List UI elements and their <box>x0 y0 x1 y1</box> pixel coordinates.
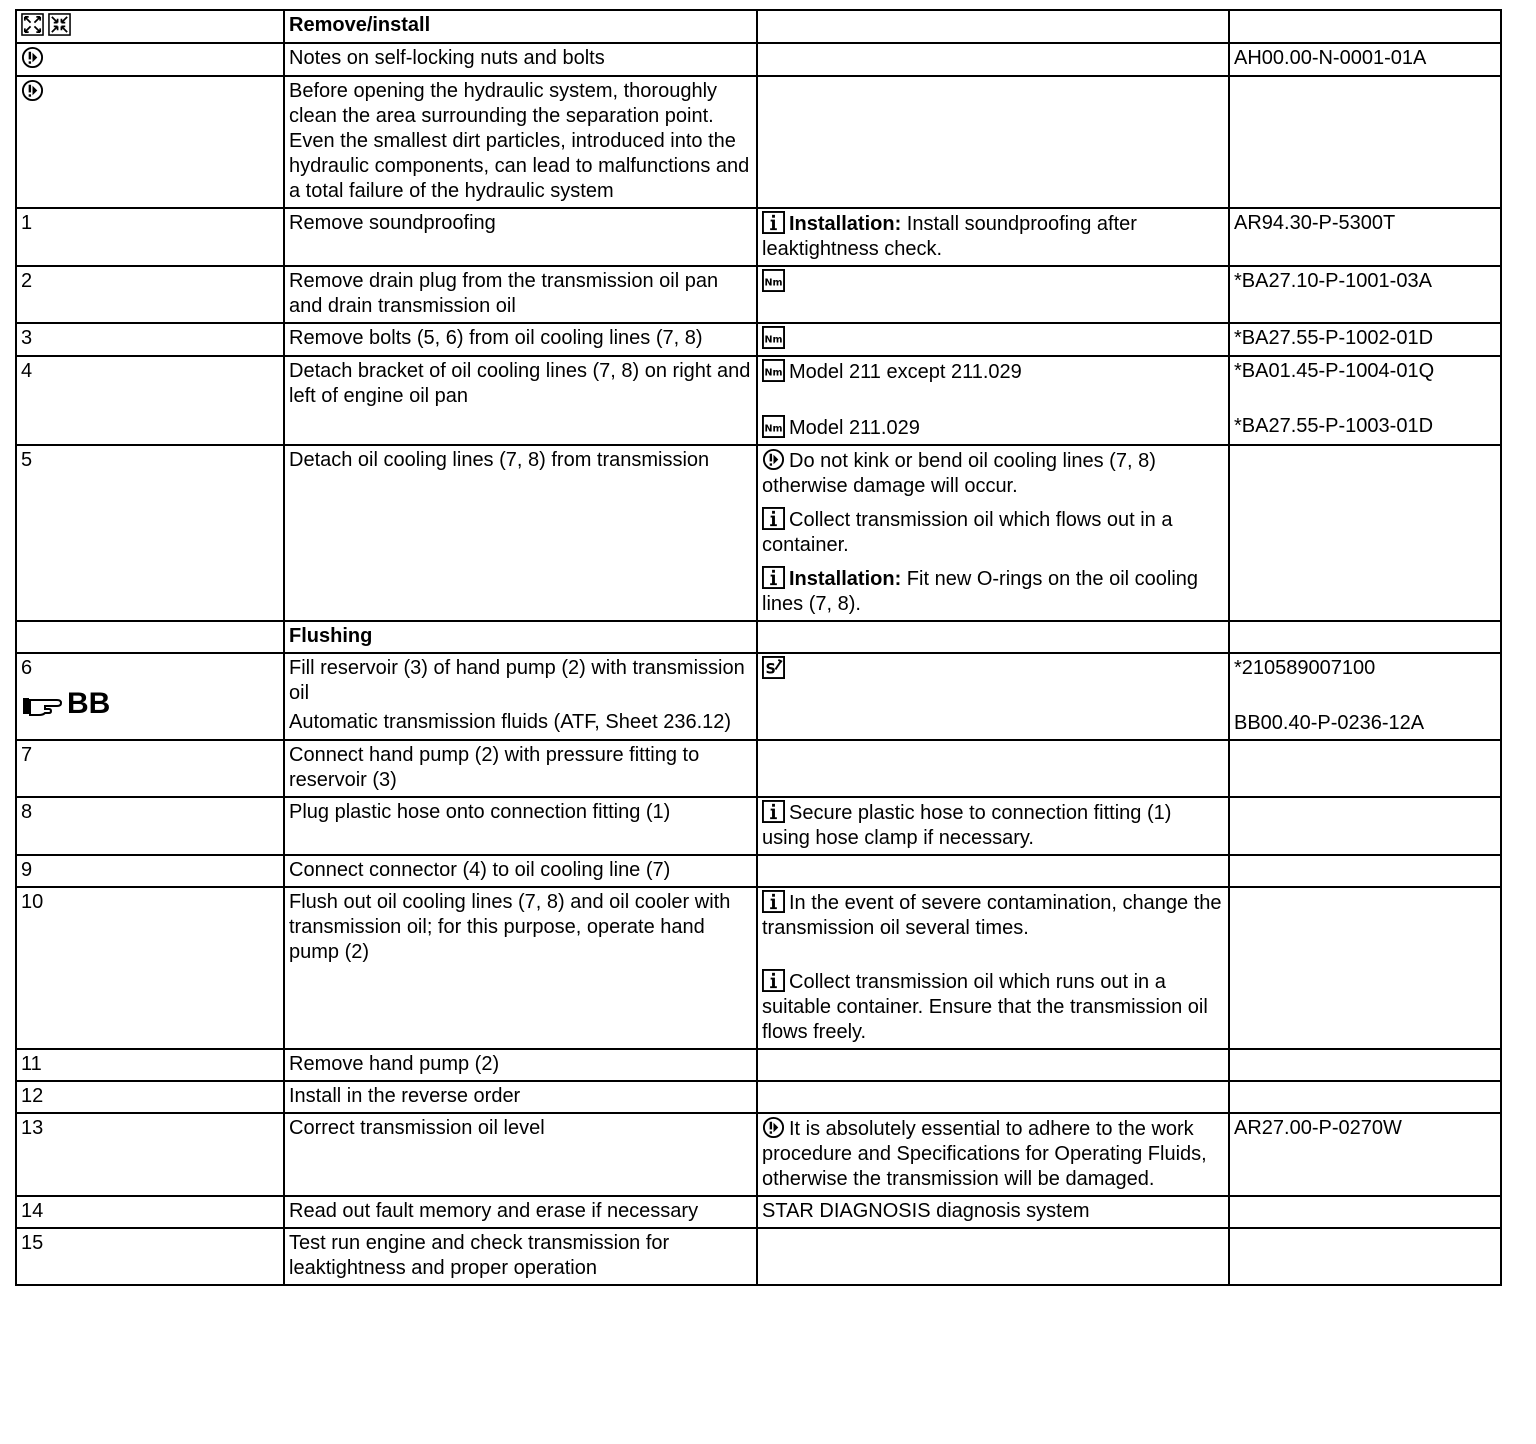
model-note: Model 211 except 211.029 <box>789 361 1022 383</box>
step-text: Remove hand pump (2) <box>284 1049 757 1081</box>
section-heading-row <box>16 621 1501 653</box>
step-text: Test run engine and check transmission for leaktightness and proper operation <box>284 1228 757 1285</box>
reference-link[interactable]: *BA27.55-P-1003-01D <box>1234 415 1434 437</box>
info-icon <box>762 211 785 234</box>
model-note: Model 211.029 <box>789 417 920 439</box>
step-number: 8 <box>16 797 284 855</box>
table-row <box>16 1081 1501 1113</box>
table-row <box>16 653 1501 740</box>
step-number: 12 <box>16 1081 284 1113</box>
torque-nm-icon <box>762 269 785 292</box>
info-note: Collect transmission oil which flows out in a container. <box>762 509 1173 556</box>
warning-circle-icon <box>762 448 785 471</box>
svg-text:Nm: Nm <box>764 367 783 379</box>
warning-circle-icon <box>762 1116 785 1139</box>
svg-text:Nm: Nm <box>764 423 783 435</box>
bb-label: BB <box>67 687 111 720</box>
step-text: Detach oil cooling lines (7, 8) from transmission <box>284 445 757 621</box>
step-number: 3 <box>16 323 284 356</box>
warning-circle-icon <box>21 79 44 102</box>
torque-nm-icon <box>762 359 785 382</box>
pointing-hand-icon <box>21 692 65 716</box>
reference-link[interactable]: AR94.30-P-5300T <box>1229 208 1501 266</box>
svg-text:S: S <box>765 661 776 678</box>
info-note: Collect transmission oil which runs out in a suitable container. Ensure that the transmission oil flows freely. <box>762 971 1208 1043</box>
step-number: 13 <box>16 1113 284 1196</box>
info-icon <box>762 507 785 530</box>
info-icon <box>762 566 785 589</box>
step-number: 10 <box>16 887 284 1049</box>
step-text: Remove soundproofing <box>284 208 757 266</box>
table-row: 5 Detach oil cooling lines (7, 8) from transmission Do not kink or bend oil cooling lines (7, 8) otherwise damage will occur. Collect transmission oil which flows out in a container. Installation: Fit new O-rings on the oil cooling lines (7, 8). <box>16 445 1501 621</box>
special-tool-icon <box>762 656 785 679</box>
torque-nm-icon <box>762 415 785 438</box>
table-row <box>16 323 1501 356</box>
step-text: Fill reservoir (3) of hand pump (2) with transmission oil <box>289 657 745 704</box>
step-text: Correct transmission oil level <box>284 1113 757 1196</box>
step-number: 7 <box>16 740 284 797</box>
reference-link[interactable]: BB00.40-P-0236-12A <box>1234 712 1425 734</box>
page-title: Remove/install <box>284 10 757 43</box>
table-row <box>16 1049 1501 1081</box>
info-icon <box>762 890 785 913</box>
table-row <box>16 208 1501 266</box>
install-arrows-icon <box>48 13 71 36</box>
table-row <box>16 266 1501 323</box>
step-text: Remove bolts (5, 6) from oil cooling lines (7, 8) <box>284 323 757 356</box>
table-row <box>16 356 1501 445</box>
table-row <box>16 887 1501 1049</box>
table-row <box>16 740 1501 797</box>
step-number: 15 <box>16 1228 284 1285</box>
step-text: Connect connector (4) to oil cooling line (7) <box>284 855 757 887</box>
step-number: 6 <box>21 657 33 679</box>
step-text: Connect hand pump (2) with pressure fitting to reservoir (3) <box>284 740 757 797</box>
table-row <box>16 1196 1501 1228</box>
warning-circle-icon <box>21 46 44 69</box>
step-number: 4 <box>16 356 284 445</box>
step-note: STAR DIAGNOSIS diagnosis system <box>757 1196 1229 1228</box>
bb-text: Automatic transmission fluids (ATF, Sheet 236.12) <box>289 711 732 733</box>
section-heading: Flushing <box>284 621 757 653</box>
reference-link[interactable]: AR27.00-P-0270W <box>1229 1113 1501 1196</box>
info-icon <box>762 969 785 992</box>
step-number: 5 <box>16 445 284 621</box>
warning-note: It is absolutely essential to adhere to the work procedure and Specifications for Operating Fluids, otherwise the transmission will be damaged. <box>762 1118 1207 1190</box>
info-icon <box>762 800 785 823</box>
step-text: Flush out oil cooling lines (7, 8) and oil cooler with transmission oil; for this purpose, operate hand pump (2) <box>284 887 757 1049</box>
table-row <box>16 1228 1501 1285</box>
info-note: In the event of severe contamination, change the transmission oil several times. <box>762 892 1222 939</box>
step-number: 1 <box>16 208 284 266</box>
header-row <box>16 10 1501 43</box>
header-icons-cell <box>16 10 284 43</box>
step-text: Read out fault memory and erase if necessary <box>284 1196 757 1228</box>
step-number: 2 <box>16 266 284 323</box>
remove-arrows-icon <box>21 13 44 36</box>
reference-link[interactable]: *BA27.10-P-1001-03A <box>1229 266 1501 323</box>
svg-text:Nm: Nm <box>764 277 783 289</box>
svg-text:Nm: Nm <box>764 334 783 346</box>
step-number: 11 <box>16 1049 284 1081</box>
table-row <box>16 855 1501 887</box>
reference-link[interactable]: *210589007100 <box>1234 657 1376 679</box>
step-text: Detach bracket of oil cooling lines (7, 8) on right and left of engine oil pan <box>284 356 757 445</box>
procedure-table <box>15 9 1502 1286</box>
step-number: 9 <box>16 855 284 887</box>
torque-nm-icon <box>762 326 785 349</box>
reference-link[interactable]: *BA27.55-P-1002-01D <box>1229 323 1501 356</box>
step-note: Installation: Install soundproofing after leaktightness check. <box>757 208 1229 266</box>
table-row <box>16 76 1501 208</box>
step-text: Before opening the hydraulic system, thoroughly clean the area surrounding the separation point. Even the smallest dirt particles, introduced into the hydraulic components, can lead to malfunctions and a total failure of the hydraulic system <box>284 76 757 208</box>
reference-link[interactable]: *BA01.45-P-1004-01Q <box>1234 360 1435 382</box>
step-text: Plug plastic hose onto connection fitting (1) <box>284 797 757 855</box>
table-row <box>16 1113 1501 1196</box>
warning-note: Do not kink or bend oil cooling lines (7, 8) otherwise damage will occur. <box>762 450 1156 497</box>
step-text: Install in the reverse order <box>284 1081 757 1113</box>
step-text: Remove drain plug from the transmission oil pan and drain transmission oil <box>284 266 757 323</box>
table-row <box>16 797 1501 855</box>
info-note: Secure plastic hose to connection fitting (1) using hose clamp if necessary. <box>762 802 1172 849</box>
step-text: Notes on self-locking nuts and bolts <box>284 43 757 76</box>
reference-link[interactable]: AH00.00-N-0001-01A <box>1229 43 1501 76</box>
step-number: 14 <box>16 1196 284 1228</box>
table-row <box>16 43 1501 76</box>
